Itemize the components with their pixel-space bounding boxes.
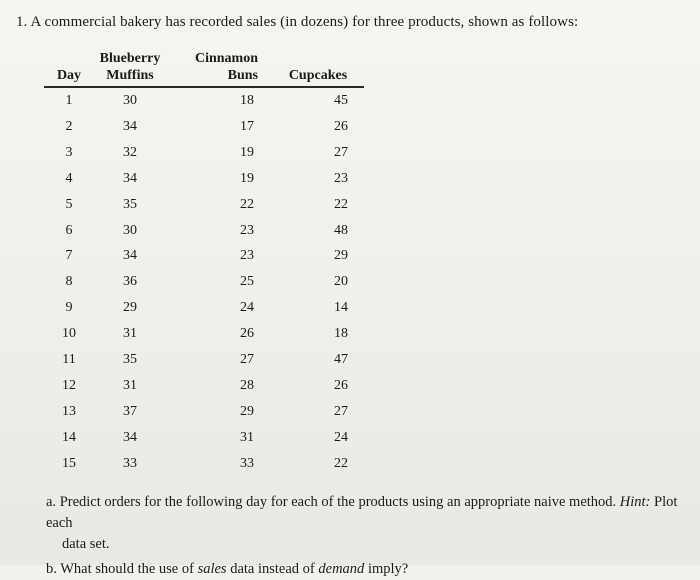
sales-table [44, 50, 364, 477]
cell-cupcakes: 27 [334, 403, 348, 419]
cell-cinnamon-buns: 28 [240, 377, 254, 393]
question-number: 1. [16, 14, 28, 30]
cell-blueberry-muffins: 30 [123, 93, 137, 108]
part-a-text-continued: data set. [62, 536, 110, 552]
cell-blueberry-muffins: 33 [123, 455, 137, 471]
cell-cinnamon-buns: 24 [240, 300, 254, 316]
cell-blueberry-muffins: 34 [123, 429, 137, 445]
header-cupcakes: Cupcakes [272, 50, 364, 87]
cell-cinnamon-buns: 18 [240, 93, 254, 108]
part-b [46, 559, 696, 580]
cell-cupcakes: 29 [334, 248, 348, 264]
cell-cinnamon-buns: 26 [240, 326, 254, 342]
cell-day: 7 [65, 248, 73, 264]
cell-blueberry-muffins: 36 [123, 274, 137, 290]
cell-day: 2 [65, 118, 73, 134]
table-row [44, 451, 364, 477]
part-b-text-2: data instead of [230, 561, 315, 577]
question-text: A commercial bakery has recorded sales (in dozens) for three products, shown as follows: [30, 14, 579, 30]
table-row [44, 425, 364, 451]
table-row [44, 114, 364, 140]
part-b-emphasis-sales: sales [197, 561, 227, 577]
table-body [44, 87, 364, 477]
cell-cinnamon-buns: 31 [240, 429, 254, 445]
part-b-text-1: What should the use of [60, 561, 194, 577]
cell-day: 8 [65, 274, 73, 290]
cell-blueberry-muffins: 34 [123, 248, 137, 264]
cell-cinnamon-buns: 29 [240, 403, 254, 419]
part-a-hint-text: Plot each [46, 494, 678, 531]
cell-cupcakes: 47 [334, 352, 348, 368]
cell-cupcakes: 22 [334, 196, 348, 212]
question-parts [46, 492, 696, 580]
header-cinnamon-buns: Cinnamon Buns [166, 50, 272, 87]
cell-cinnamon-buns: 23 [240, 222, 254, 238]
cell-blueberry-muffins: 35 [123, 196, 137, 212]
part-a [46, 492, 696, 555]
cell-blueberry-muffins: 31 [123, 377, 137, 393]
table-row [44, 140, 364, 166]
cell-day: 4 [65, 170, 73, 186]
table-row [44, 87, 364, 114]
cell-blueberry-muffins: 31 [123, 326, 137, 342]
table-row [44, 347, 364, 373]
cell-cupcakes: 14 [334, 300, 348, 316]
part-b-text-3: imply? [367, 561, 409, 577]
cell-cinnamon-buns: 17 [240, 118, 254, 134]
cell-day: 10 [62, 326, 76, 342]
table-row [44, 243, 364, 269]
question-stem [16, 14, 686, 31]
cell-blueberry-muffins: 34 [123, 118, 137, 134]
cell-day: 14 [62, 429, 76, 445]
table-row [44, 373, 364, 399]
cell-cupcakes: 27 [334, 144, 348, 160]
cell-cupcakes: 26 [334, 377, 348, 393]
cell-day: 12 [62, 377, 76, 393]
cell-cupcakes: 22 [334, 455, 348, 471]
cell-blueberry-muffins: 30 [123, 222, 137, 238]
table-row [44, 295, 364, 321]
cell-day: 13 [62, 403, 76, 419]
cell-day: 5 [65, 196, 73, 212]
header-blueberry-muffins: Blueberry Muffins [94, 50, 166, 87]
cell-blueberry-muffins: 29 [123, 300, 137, 316]
cell-day: 15 [62, 455, 76, 471]
table-row [44, 192, 364, 218]
cell-cupcakes: 48 [334, 222, 348, 238]
cell-cupcakes: 20 [334, 274, 348, 290]
cell-blueberry-muffins: 37 [123, 403, 137, 419]
table-row [44, 399, 364, 425]
cell-day: 11 [62, 352, 76, 368]
cell-day: 1 [65, 93, 73, 108]
header-day: Day [44, 50, 94, 87]
table-row [44, 166, 364, 192]
table-header-row [44, 50, 364, 87]
cell-cinnamon-buns: 19 [240, 170, 254, 186]
cell-blueberry-muffins: 35 [123, 352, 137, 368]
cell-cupcakes: 26 [334, 118, 348, 134]
table-row [44, 321, 364, 347]
table-row [44, 269, 364, 295]
table-row [44, 218, 364, 244]
cell-cinnamon-buns: 19 [240, 144, 254, 160]
cell-cupcakes: 18 [334, 326, 348, 342]
part-a-label: a. [46, 494, 57, 510]
cell-cinnamon-buns: 33 [240, 455, 254, 471]
cell-day: 9 [65, 300, 73, 316]
part-b-emphasis-demand: demand [318, 561, 365, 577]
cell-cinnamon-buns: 27 [240, 352, 254, 368]
cell-day: 6 [65, 222, 73, 238]
cell-day: 3 [65, 144, 73, 160]
cell-cupcakes: 45 [334, 93, 348, 108]
cell-cupcakes: 23 [334, 170, 348, 186]
part-a-text: Predict orders for the following day for each of the products using an appropriate naive method. [59, 494, 617, 510]
cell-blueberry-muffins: 32 [123, 144, 137, 160]
cell-cinnamon-buns: 22 [240, 196, 254, 212]
cell-cinnamon-buns: 25 [240, 274, 254, 290]
cell-cupcakes: 24 [334, 429, 348, 445]
cell-cinnamon-buns: 23 [240, 248, 254, 264]
part-b-label: b. [46, 561, 57, 577]
cell-blueberry-muffins: 34 [123, 170, 137, 186]
part-a-hint-label: Hint: [619, 494, 651, 510]
